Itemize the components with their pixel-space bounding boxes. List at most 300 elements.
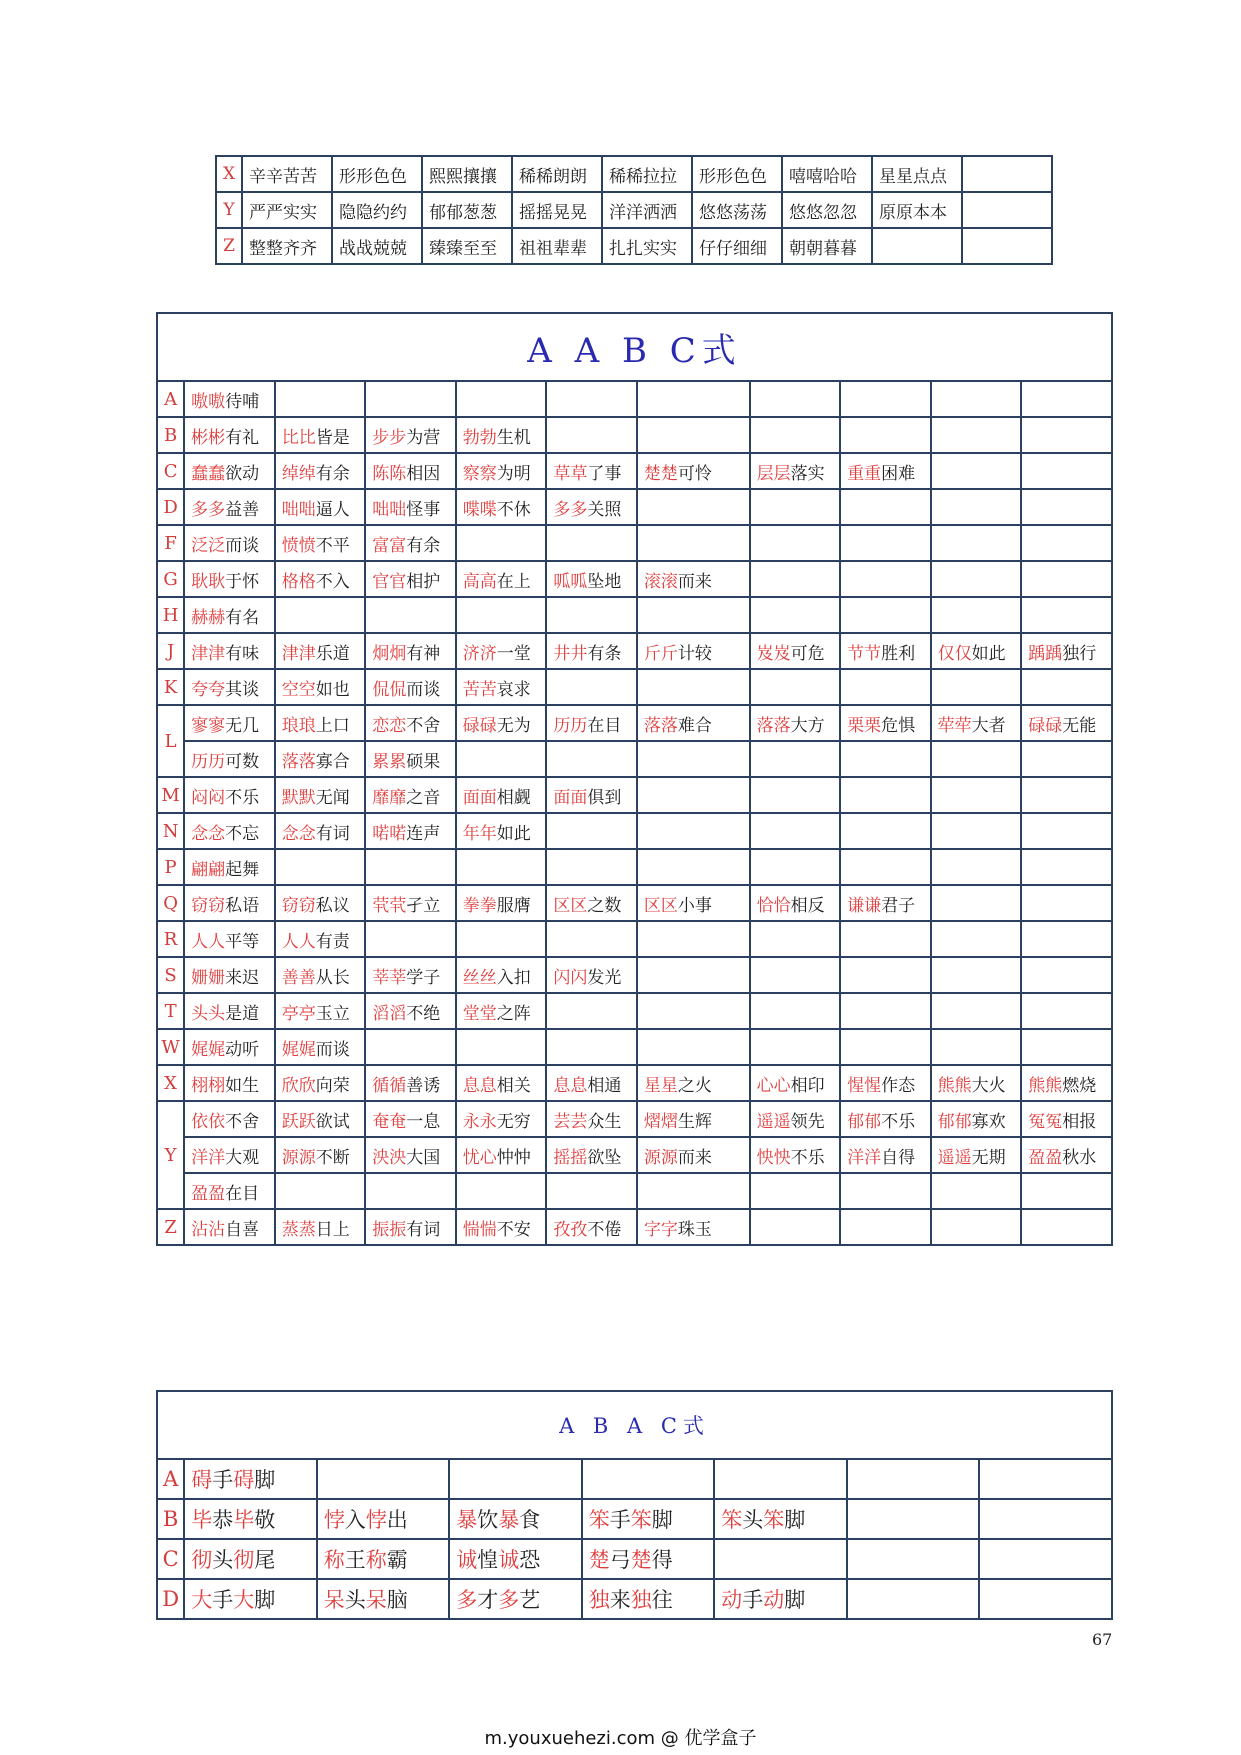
- idiom-repeated-part: 寥寥: [191, 715, 226, 736]
- idiom-repeated-part: 息息: [553, 1075, 588, 1096]
- table-row: [157, 1539, 1112, 1579]
- idiom-rest-part: 无期: [971, 1147, 1006, 1168]
- idiom-cell: [931, 813, 1022, 849]
- idiom-repeated-part: 咄咄: [372, 499, 407, 520]
- idiom-repeated-part: 怏怏: [756, 1147, 791, 1168]
- idiom-cell: [750, 705, 841, 741]
- idiom-cell: [365, 597, 456, 633]
- row-letter: M: [157, 777, 184, 813]
- idiom-cell: [1021, 597, 1112, 633]
- idiom-rest-part: 乐道: [315, 643, 350, 664]
- idiom-cell: [184, 885, 275, 921]
- idiom-cell: [637, 597, 750, 633]
- idiom-char: 出: [386, 1508, 408, 1532]
- idiom-cell: [750, 489, 841, 525]
- idiom-repeated-part: 蠢蠢: [191, 463, 226, 484]
- table-cell: 战战兢兢: [332, 228, 422, 264]
- table-row: [157, 1029, 1112, 1065]
- idiom-cell: [365, 741, 456, 777]
- idiom-cell: [750, 957, 841, 993]
- idiom-rest-part: 为明: [496, 463, 531, 484]
- idiom-repeated-part: 熠熠: [643, 1111, 678, 1132]
- idiom-char: 手: [742, 1588, 764, 1612]
- idiom-rest-part: 而谈: [406, 679, 441, 700]
- table-row: [157, 957, 1112, 993]
- idiom-rest-part: 相反: [790, 895, 825, 916]
- idiom-repeated-char: 碍: [191, 1468, 213, 1492]
- idiom-repeated-part: 靡靡: [372, 787, 407, 808]
- idiom-rest-part: 从长: [315, 967, 350, 988]
- idiom-char: 手: [212, 1588, 234, 1612]
- idiom-repeated-part: 格格: [281, 571, 316, 592]
- idiom-cell: [840, 1173, 931, 1209]
- idiom-cell: [847, 1499, 980, 1539]
- idiom-cell: [275, 705, 366, 741]
- idiom-cell: [184, 1101, 275, 1137]
- idiom-rest-part: 有神: [406, 643, 441, 664]
- idiom-cell: [750, 1065, 841, 1101]
- idiom-repeated-part: 济济: [462, 643, 497, 664]
- idiom-rest-part: 发光: [587, 967, 622, 988]
- idiom-rest-part: 生辉: [677, 1111, 712, 1132]
- idiom-cell: [184, 669, 275, 705]
- table-cell: 洋洋洒洒: [602, 192, 692, 228]
- idiom-rest-part: 于怀: [225, 571, 260, 592]
- table-cell: 辛辛苦苦: [242, 156, 332, 192]
- idiom-cell: [546, 489, 637, 525]
- idiom-repeated-part: 洋洋: [847, 1147, 882, 1168]
- idiom-cell: [456, 561, 547, 597]
- idiom-repeated-part: 泛泛: [191, 535, 226, 556]
- idiom-cell: [750, 633, 841, 669]
- idiom-cell: [184, 1137, 275, 1173]
- idiom-rest-part: 入扣: [496, 967, 531, 988]
- table-cell: 稀稀朗朗: [512, 156, 602, 192]
- idiom-rest-part: 益善: [225, 499, 260, 520]
- idiom-repeated-part: 荦荦: [937, 715, 972, 736]
- idiom-cell: [979, 1539, 1112, 1579]
- idiom-cell: [1021, 705, 1112, 741]
- idiom-cell: [840, 453, 931, 489]
- idiom-rest-part: 众生: [587, 1111, 622, 1132]
- idiom-cell: [637, 525, 750, 561]
- idiom-rest-part: 作态: [881, 1075, 916, 1096]
- table-row: [157, 633, 1112, 669]
- idiom-cell: [750, 417, 841, 453]
- idiom-cell: [1021, 1137, 1112, 1173]
- idiom-cell: [840, 489, 931, 525]
- idiom-repeated-part: 息息: [462, 1075, 497, 1096]
- idiom-repeated-part: 岌岌: [756, 643, 791, 664]
- abac-title: A B A C式: [157, 1391, 1112, 1459]
- idiom-repeated-part: 熊熊: [1028, 1075, 1063, 1096]
- footer-watermark: m.youxuehezi.com @ 优学盒子: [484, 1728, 757, 1749]
- idiom-cell: [456, 1137, 547, 1173]
- idiom-repeated-char: 独: [588, 1588, 610, 1612]
- idiom-char: 往: [651, 1588, 673, 1612]
- table-cell: 熙熙攘攘: [422, 156, 512, 192]
- idiom-cell: [184, 417, 275, 453]
- row-letter: B: [157, 417, 184, 453]
- idiom-cell: [449, 1499, 582, 1539]
- idiom-cell: [840, 381, 931, 417]
- idiom-repeated-part: 泱泱: [372, 1147, 407, 1168]
- idiom-cell: [184, 957, 275, 993]
- idiom-repeated-part: 赫赫: [191, 607, 226, 628]
- idiom-rest-part: 起舞: [225, 859, 260, 880]
- idiom-cell: [184, 633, 275, 669]
- idiom-cell: [637, 1137, 750, 1173]
- row-letter: F: [157, 525, 184, 561]
- idiom-repeated-part: 察察: [462, 463, 497, 484]
- idiom-cell: [365, 885, 456, 921]
- idiom-cell: [750, 885, 841, 921]
- idiom-rest-part: 相因: [406, 463, 441, 484]
- idiom-rest-part: 不乐: [225, 787, 260, 808]
- idiom-cell: [1021, 813, 1112, 849]
- idiom-cell: [582, 1499, 715, 1539]
- idiom-repeated-part: 嗷嗷: [191, 391, 226, 412]
- idiom-cell: [931, 669, 1022, 705]
- idiom-char: 尾: [254, 1548, 276, 1572]
- idiom-rest-part: 君子: [881, 895, 916, 916]
- idiom-cell: [184, 1173, 275, 1209]
- idiom-repeated-part: 斤斤: [643, 643, 678, 664]
- idiom-repeated-char: 暴: [456, 1508, 478, 1532]
- idiom-repeated-char: 独: [630, 1588, 652, 1612]
- idiom-repeated-part: 娓娓: [281, 1039, 316, 1060]
- idiom-rest-part: 秋水: [1062, 1147, 1097, 1168]
- idiom-cell: [1021, 1065, 1112, 1101]
- idiom-rest-part: 危惧: [881, 715, 916, 736]
- idiom-cell: [365, 993, 456, 1029]
- table-cell: 整整齐齐: [242, 228, 332, 264]
- idiom-cell: [365, 921, 456, 957]
- idiom-cell: [1021, 453, 1112, 489]
- idiom-cell: [275, 633, 366, 669]
- idiom-rest-part: 有余: [315, 463, 350, 484]
- idiom-cell: [365, 1137, 456, 1173]
- idiom-repeated-part: 人人: [191, 931, 226, 952]
- table-row: [157, 417, 1112, 453]
- idiom-rest-part: 自得: [881, 1147, 916, 1168]
- idiom-char: 脚: [254, 1468, 276, 1492]
- idiom-cell: [979, 1459, 1112, 1499]
- idiom-repeated-part: 源源: [643, 1147, 678, 1168]
- page-number: 67: [1092, 1630, 1113, 1649]
- idiom-repeated-part: 盈盈: [191, 1183, 226, 1204]
- idiom-char: 入: [344, 1508, 366, 1532]
- idiom-repeated-char: 彻: [233, 1548, 255, 1572]
- idiom-repeated-part: 窃窃: [281, 895, 316, 916]
- idiom-rest-part: 向荣: [315, 1075, 350, 1096]
- idiom-cell: [365, 957, 456, 993]
- idiom-char: 头: [344, 1588, 366, 1612]
- idiom-cell: [456, 921, 547, 957]
- table-cell: 嘻嘻哈哈: [782, 156, 872, 192]
- idiom-char: 敬: [254, 1508, 276, 1532]
- idiom-repeated-part: 高高: [462, 571, 497, 592]
- idiom-cell: [456, 489, 547, 525]
- table-row: [157, 849, 1112, 885]
- idiom-cell: [931, 777, 1022, 813]
- idiom-char: 手: [212, 1468, 234, 1492]
- idiom-cell: [275, 669, 366, 705]
- idiom-repeated-part: 盈盈: [1028, 1147, 1063, 1168]
- idiom-repeated-part: 区区: [643, 895, 678, 916]
- idiom-cell: [637, 1029, 750, 1065]
- idiom-cell: [456, 813, 547, 849]
- table-row: [157, 1101, 1112, 1137]
- idiom-cell: [840, 561, 931, 597]
- idiom-rest-part: 相觑: [496, 787, 531, 808]
- idiom-repeated-part: 闷闷: [191, 787, 226, 808]
- idiom-cell: [456, 453, 547, 489]
- idiom-repeated-part: 比比: [281, 427, 316, 448]
- idiom-cell: [1021, 489, 1112, 525]
- idiom-cell: [840, 921, 931, 957]
- idiom-char: 恐: [519, 1548, 541, 1572]
- idiom-repeated-part: 耿耿: [191, 571, 226, 592]
- idiom-char: 头: [212, 1548, 234, 1572]
- idiom-rest-part: 计较: [677, 643, 712, 664]
- table-row: [157, 525, 1112, 561]
- table-cell: [872, 228, 962, 264]
- idiom-repeated-part: 咄咄: [281, 499, 316, 520]
- idiom-cell: [840, 885, 931, 921]
- idiom-rest-part: 在目: [587, 715, 622, 736]
- idiom-cell: [546, 1173, 637, 1209]
- idiom-rest-part: 相关: [496, 1075, 531, 1096]
- idiom-repeated-part: 蒸蒸: [281, 1219, 316, 1240]
- idiom-cell: [184, 561, 275, 597]
- idiom-repeated-part: 苦苦: [462, 679, 497, 700]
- idiom-rest-part: 有礼: [225, 427, 260, 448]
- idiom-rest-part: 大火: [971, 1075, 1006, 1096]
- idiom-repeated-part: 默默: [281, 787, 316, 808]
- idiom-cell: [931, 921, 1022, 957]
- table-cell: 悠悠忽忽: [782, 192, 872, 228]
- idiom-cell: [750, 1209, 841, 1245]
- idiom-repeated-part: 井井: [553, 643, 588, 664]
- idiom-cell: [275, 597, 366, 633]
- idiom-repeated-char: 动: [763, 1588, 785, 1612]
- idiom-repeated-char: 诚: [498, 1548, 520, 1572]
- idiom-rest-part: 欲动: [225, 463, 260, 484]
- table-cell: 形形色色: [332, 156, 422, 192]
- idiom-rest-part: 不入: [315, 571, 350, 592]
- idiom-rest-part: 无能: [1062, 715, 1097, 736]
- idiom-rest-part: 不安: [496, 1219, 531, 1240]
- idiom-cell: [456, 1101, 547, 1137]
- idiom-cell: [365, 1173, 456, 1209]
- idiom-cell: [275, 849, 366, 885]
- idiom-cell: [931, 1101, 1022, 1137]
- idiom-cell: [931, 849, 1022, 885]
- idiom-repeated-part: 琅琅: [281, 715, 316, 736]
- idiom-cell: [456, 1065, 547, 1101]
- idiom-cell: [365, 669, 456, 705]
- idiom-repeated-part: 念念: [191, 823, 226, 844]
- idiom-cell: [275, 1065, 366, 1101]
- idiom-repeated-part: 翩翩: [191, 859, 226, 880]
- idiom-cell: [931, 381, 1022, 417]
- idiom-repeated-char: 笨: [588, 1508, 610, 1532]
- idiom-repeated-char: 悖: [323, 1508, 345, 1532]
- table-row: [157, 381, 1112, 417]
- idiom-repeated-char: 笨: [763, 1508, 785, 1532]
- idiom-cell: [184, 381, 275, 417]
- idiom-repeated-part: 娓娓: [191, 1039, 226, 1060]
- table-cell: [962, 228, 1052, 264]
- idiom-repeated-part: 夸夸: [191, 679, 226, 700]
- idiom-cell: [637, 741, 750, 777]
- idiom-repeated-char: 大: [233, 1588, 255, 1612]
- idiom-cell: [546, 669, 637, 705]
- table-row: [157, 921, 1112, 957]
- idiom-rest-part: 学子: [406, 967, 441, 988]
- idiom-repeated-part: 亭亭: [281, 1003, 316, 1024]
- idiom-cell: [1021, 1173, 1112, 1209]
- idiom-cell: [456, 525, 547, 561]
- idiom-rest-part: 在上: [496, 571, 531, 592]
- idiom-cell: [750, 993, 841, 1029]
- idiom-repeated-part: 善善: [281, 967, 316, 988]
- idiom-cell: [365, 453, 456, 489]
- idiom-cell: [546, 813, 637, 849]
- idiom-repeated-part: 依依: [191, 1111, 226, 1132]
- idiom-cell: [840, 957, 931, 993]
- table-cell: 形形色色: [692, 156, 782, 192]
- idiom-cell: [546, 1137, 637, 1173]
- idiom-repeated-part: 步步: [372, 427, 407, 448]
- table-row: [157, 561, 1112, 597]
- idiom-cell: [750, 525, 841, 561]
- idiom-rest-part: 动听: [225, 1039, 260, 1060]
- idiom-cell: [275, 921, 366, 957]
- idiom-repeated-part: 头头: [191, 1003, 226, 1024]
- idiom-cell: [275, 1137, 366, 1173]
- idiom-cell: [840, 741, 931, 777]
- idiom-repeated-part: 振振: [372, 1219, 407, 1240]
- idiom-cell: [184, 921, 275, 957]
- idiom-repeated-part: 历历: [553, 715, 588, 736]
- idiom-cell: [546, 849, 637, 885]
- idiom-rest-part: 善诱: [406, 1075, 441, 1096]
- idiom-cell: [840, 705, 931, 741]
- row-letter: Z: [157, 1209, 184, 1245]
- row-letter: D: [157, 1579, 184, 1619]
- idiom-char: 得: [651, 1548, 673, 1572]
- row-letter: R: [157, 921, 184, 957]
- idiom-repeated-char: 呆: [323, 1588, 345, 1612]
- idiom-repeated-part: 遥遥: [756, 1111, 791, 1132]
- idiom-cell: [456, 849, 547, 885]
- row-letter: J: [157, 633, 184, 669]
- idiom-repeated-part: 忧心: [462, 1147, 497, 1168]
- idiom-cell: [840, 669, 931, 705]
- table-row: [157, 885, 1112, 921]
- idiom-char: 霸: [386, 1548, 408, 1572]
- idiom-cell: [184, 1029, 275, 1065]
- idiom-rest-part: 不倦: [587, 1219, 622, 1240]
- idiom-cell: [275, 1029, 366, 1065]
- idiom-cell: [275, 1101, 366, 1137]
- idiom-cell: [637, 705, 750, 741]
- idiom-cell: [275, 525, 366, 561]
- row-letter: T: [157, 993, 184, 1029]
- idiom-cell: [931, 525, 1022, 561]
- idiom-repeated-char: 暴: [498, 1508, 520, 1532]
- idiom-cell: [184, 1579, 317, 1619]
- idiom-cell: [275, 993, 366, 1029]
- idiom-rest-part: 珠玉: [677, 1219, 712, 1240]
- idiom-repeated-char: 碍: [233, 1468, 255, 1492]
- idiom-repeated-part: 落落: [643, 715, 678, 736]
- aabc-title: A A B C式: [157, 313, 1112, 381]
- row-letter: A: [157, 381, 184, 417]
- idiom-rest-part: 了事: [587, 463, 622, 484]
- idiom-cell: [456, 1209, 547, 1245]
- idiom-cell: [840, 417, 931, 453]
- idiom-rest-part: 俱到: [587, 787, 622, 808]
- idiom-cell: [931, 957, 1022, 993]
- row-letter: C: [157, 1539, 184, 1579]
- table-cell: 稀稀拉拉: [602, 156, 692, 192]
- idiom-cell: [275, 453, 366, 489]
- idiom-rest-part: 无为: [496, 715, 531, 736]
- idiom-repeated-part: 历历: [191, 751, 226, 772]
- idiom-rest-part: 之数: [587, 895, 622, 916]
- idiom-cell: [840, 1209, 931, 1245]
- idiom-cell: [847, 1459, 980, 1499]
- idiom-char: 食: [519, 1508, 541, 1532]
- idiom-rest-part: 如生: [225, 1075, 260, 1096]
- idiom-repeated-part: 愤愤: [281, 535, 316, 556]
- idiom-cell: [637, 453, 750, 489]
- idiom-repeated-part: 重重: [847, 463, 882, 484]
- row-letter: C: [157, 453, 184, 489]
- idiom-cell: [546, 453, 637, 489]
- idiom-rest-part: 小事: [677, 895, 712, 916]
- row-letter: X: [216, 156, 242, 192]
- idiom-cell: [637, 849, 750, 885]
- idiom-rest-part: 相报: [1062, 1111, 1097, 1132]
- idiom-cell: [546, 417, 637, 453]
- idiom-cell: [449, 1579, 582, 1619]
- idiom-cell: [1021, 993, 1112, 1029]
- table-cell: 隐隐约约: [332, 192, 422, 228]
- idiom-cell: [931, 561, 1022, 597]
- idiom-rest-part: 之阵: [496, 1003, 531, 1024]
- idiom-repeated-part: 姗姗: [191, 967, 226, 988]
- idiom-cell: [184, 813, 275, 849]
- idiom-repeated-char: 大: [191, 1588, 213, 1612]
- idiom-rest-part: 皆是: [315, 427, 350, 448]
- idiom-cell: [840, 849, 931, 885]
- idiom-repeated-part: 人人: [281, 931, 316, 952]
- idiom-cell: [275, 885, 366, 921]
- idiom-cell: [449, 1459, 582, 1499]
- table-row: [157, 1173, 1112, 1209]
- idiom-cell: [184, 1209, 275, 1245]
- idiom-repeated-part: 空空: [281, 679, 316, 700]
- idiom-rest-part: 其谈: [225, 679, 260, 700]
- idiom-repeated-part: 彬彬: [191, 427, 226, 448]
- idiom-rest-part: 相印: [790, 1075, 825, 1096]
- idiom-rest-part: 寡合: [315, 751, 350, 772]
- idiom-cell: [931, 885, 1022, 921]
